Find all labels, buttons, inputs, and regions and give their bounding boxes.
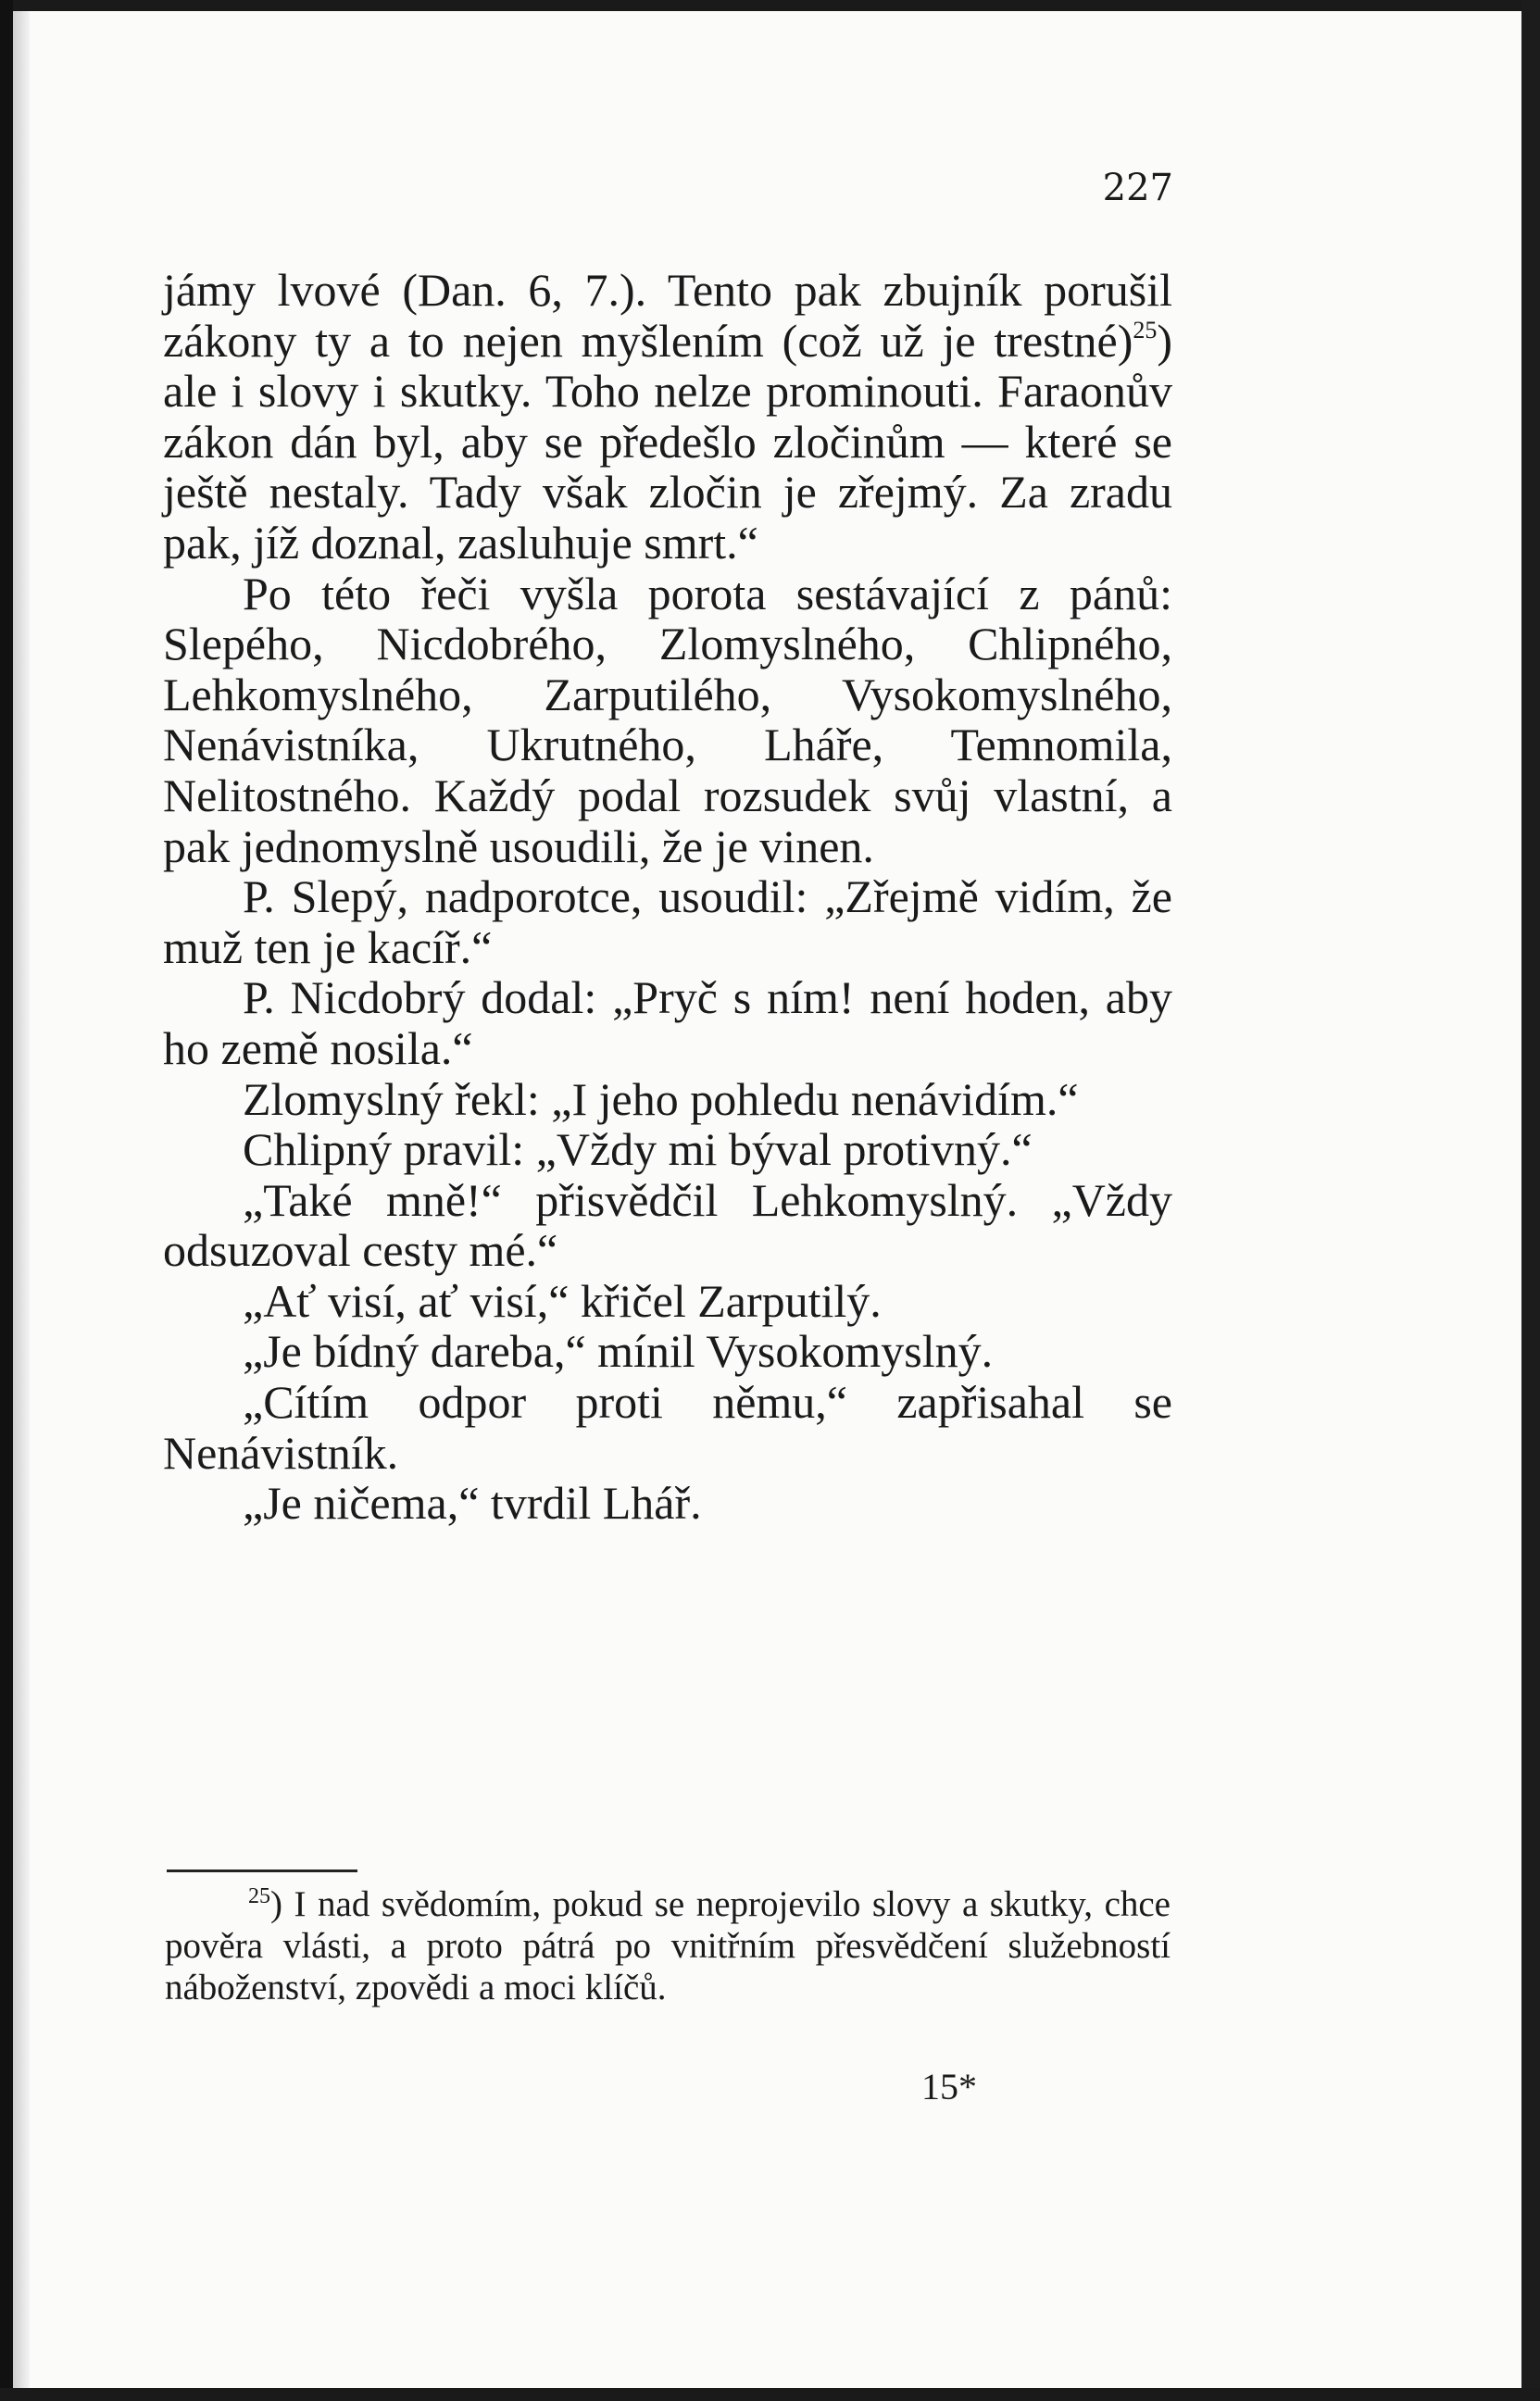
- paragraph-text: „Také mně!“ přisvědčil Lehkomyslný. „Vždy odsuzoval cesty mé.“: [163, 1173, 1172, 1277]
- signature-mark: 15*: [921, 2066, 977, 2107]
- footnote-marker-close: ): [270, 1884, 294, 1924]
- paragraph: [163, 1478, 1172, 1529]
- paragraph: [163, 871, 1172, 972]
- scan-border-right: [1521, 0, 1540, 2401]
- paragraph: [163, 972, 1172, 1073]
- paragraph-text: Chlipný pravil: „Vždy mi býval protivný.“: [243, 1123, 1033, 1176]
- paragraph-text: Po této řeči vyšla porota sestávající z pánů: Slepého, Nicdobrého, Zlomyslného, Chlipného, Lehkomyslného, Zarputilého, Vysokomyslného, Nenávistníka, Ukrutného, Lháře, Temnomila, Nelitostného. Každý podal rozsudek svůj vlastní, a pak jednomyslně usoudili, že je vinen.: [163, 567, 1172, 872]
- paragraph-text: ) ale i slovy i skutky. Toho nelze prominouti. Faraonův zákon dán byl, aby se předešlo zločinům — které se ještě nestaly. Tady však zločin je zřejmý. Za zradu pak, jíž doznal, zasluhuje smrt.“: [163, 314, 1172, 569]
- paragraph: [163, 569, 1172, 872]
- body-text: [163, 265, 1172, 1529]
- footnote-text: I nad svědomím, pokud se neprojevilo slovy a skutky, chce pověra vlásti, a proto pátrá po vnitřním přesvědčení služebností náboženství, zpovědi a moci klíčů.: [165, 1884, 1171, 2007]
- paragraph: [163, 1377, 1172, 1478]
- scan-border-left: [0, 0, 13, 2401]
- paragraph-text: „Cítím odpor proti němu,“ zapřisahal se Nenávistník.: [163, 1376, 1172, 1479]
- paragraph: [163, 1326, 1172, 1377]
- paragraph: [163, 1074, 1172, 1125]
- footnote-separator: [167, 1870, 357, 1872]
- footnote: [165, 1883, 1171, 2008]
- scan-border-bottom: [0, 2388, 1540, 2401]
- paragraph: [163, 1175, 1172, 1276]
- paragraph-text: P. Slepý, nadporotce, usoudil: „Zřejmě vidím, že muž ten je kacíř.“: [163, 870, 1172, 973]
- paragraph: [163, 1276, 1172, 1327]
- footnote-marker: 25: [248, 1884, 270, 1908]
- footnote-reference: 25: [1133, 316, 1158, 344]
- paragraph-text: Zlomyslný řekl: „I jeho pohledu nenávidím.“: [243, 1072, 1079, 1125]
- paragraph-text: „Je ničema,“ tvrdil Lhář.: [243, 1477, 702, 1530]
- paragraph: [163, 265, 1172, 569]
- paragraph-text: P. Nicdobrý dodal: „Pryč s ním! není hoden, aby ho země nosila.“: [163, 971, 1172, 1074]
- paragraph-text: jámy lvové (Dan. 6, 7.). Tento pak zbujník porušil zákony ty a to nejen myšlením (což už je trestné): [163, 264, 1172, 367]
- page-gutter-shadow: [13, 11, 30, 2388]
- page-number: 227: [1102, 167, 1173, 209]
- paragraph-text: „Ať visí, ať visí,“ křičel Zarputilý.: [243, 1274, 882, 1327]
- paragraph: [163, 1124, 1172, 1175]
- paragraph-text: „Je bídný dareba,“ mínil Vysokomyslný.: [243, 1325, 994, 1378]
- footnotes: [165, 1883, 1171, 2008]
- scan-border-top: [0, 0, 1540, 11]
